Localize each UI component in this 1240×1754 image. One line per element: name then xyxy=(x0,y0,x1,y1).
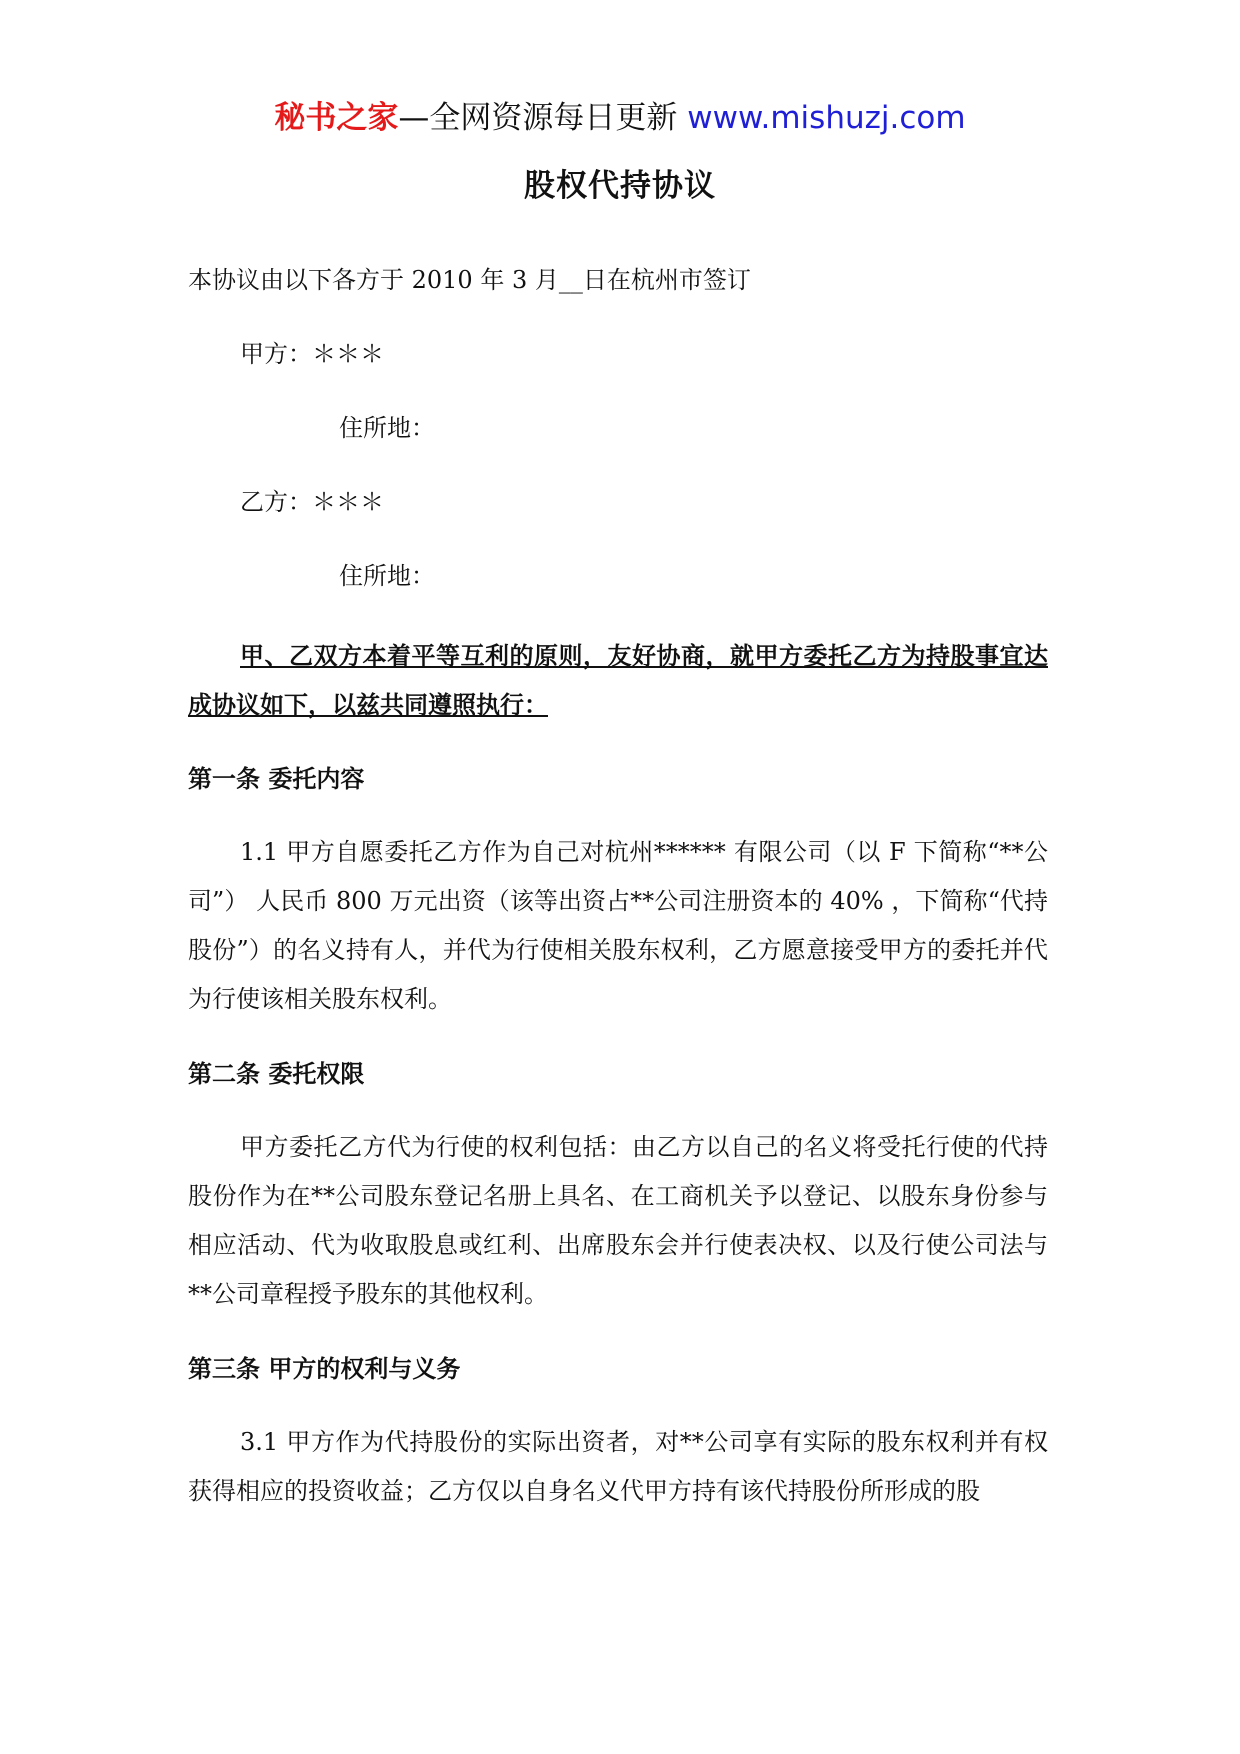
party-b-name: 乙方：＊＊＊ xyxy=(240,488,384,516)
agreement-intro: 本协议由以下各方于 2010 年 3 月__日在杭州市签订 xyxy=(188,266,751,294)
brand-name: 秘书之家 xyxy=(274,100,399,136)
site-url-link[interactable]: www.mishuzj.com xyxy=(687,100,966,136)
document-title: 股权代持协议 xyxy=(524,168,716,204)
section-3-body: 3.1 甲方作为代持股份的实际出资者，对**公司享有实际的股东权利并有权获得相应的投资收益；乙方仅以自身名义代甲方持有该代持股份所形成的股 xyxy=(188,1428,1048,1505)
section-2-heading: 第二条 委托权限 xyxy=(188,1059,365,1088)
agreement-preamble: 甲、乙双方本着平等互利的原则，友好协商，就甲方委托乙方为持股事宜达成协议如下，以兹共同遵照执行： xyxy=(188,641,1048,719)
header-slogan: —全网资源每日更新 xyxy=(398,100,688,136)
site-header-banner xyxy=(0,98,1240,138)
party-a-name: 甲方：＊＊＊ xyxy=(240,340,384,368)
section-1-body: 1.1 甲方自愿委托乙方作为自己对杭州****** 有限公司（以 F 下简称“**公司”） 人民币 800 万元出资（该等出资占**公司注册资本的 40% ，下简称“代持股份”）的名义持有人，并代为行使相关股东权利，乙方愿意接受甲方的委托并代为行使该相关股东权利。 xyxy=(188,838,1048,1013)
section-3-heading: 第三条 甲方的权利与义务 xyxy=(188,1354,461,1383)
party-b-address: 住所地： xyxy=(339,562,435,590)
party-a-address: 住所地： xyxy=(339,414,435,442)
section-1-heading: 第一条 委托内容 xyxy=(188,764,365,793)
section-2-body: 甲方委托乙方代为行使的权利包括：由乙方以自己的名义将受托行使的代持股份作为在**公司股东登记名册上具名、在工商机关予以登记、以股东身份参与相应活动、代为收取股息或红利、出席股东会并行使表决权、以及行使公司法与**公司章程授予股东的其他权利。 xyxy=(188,1133,1048,1308)
